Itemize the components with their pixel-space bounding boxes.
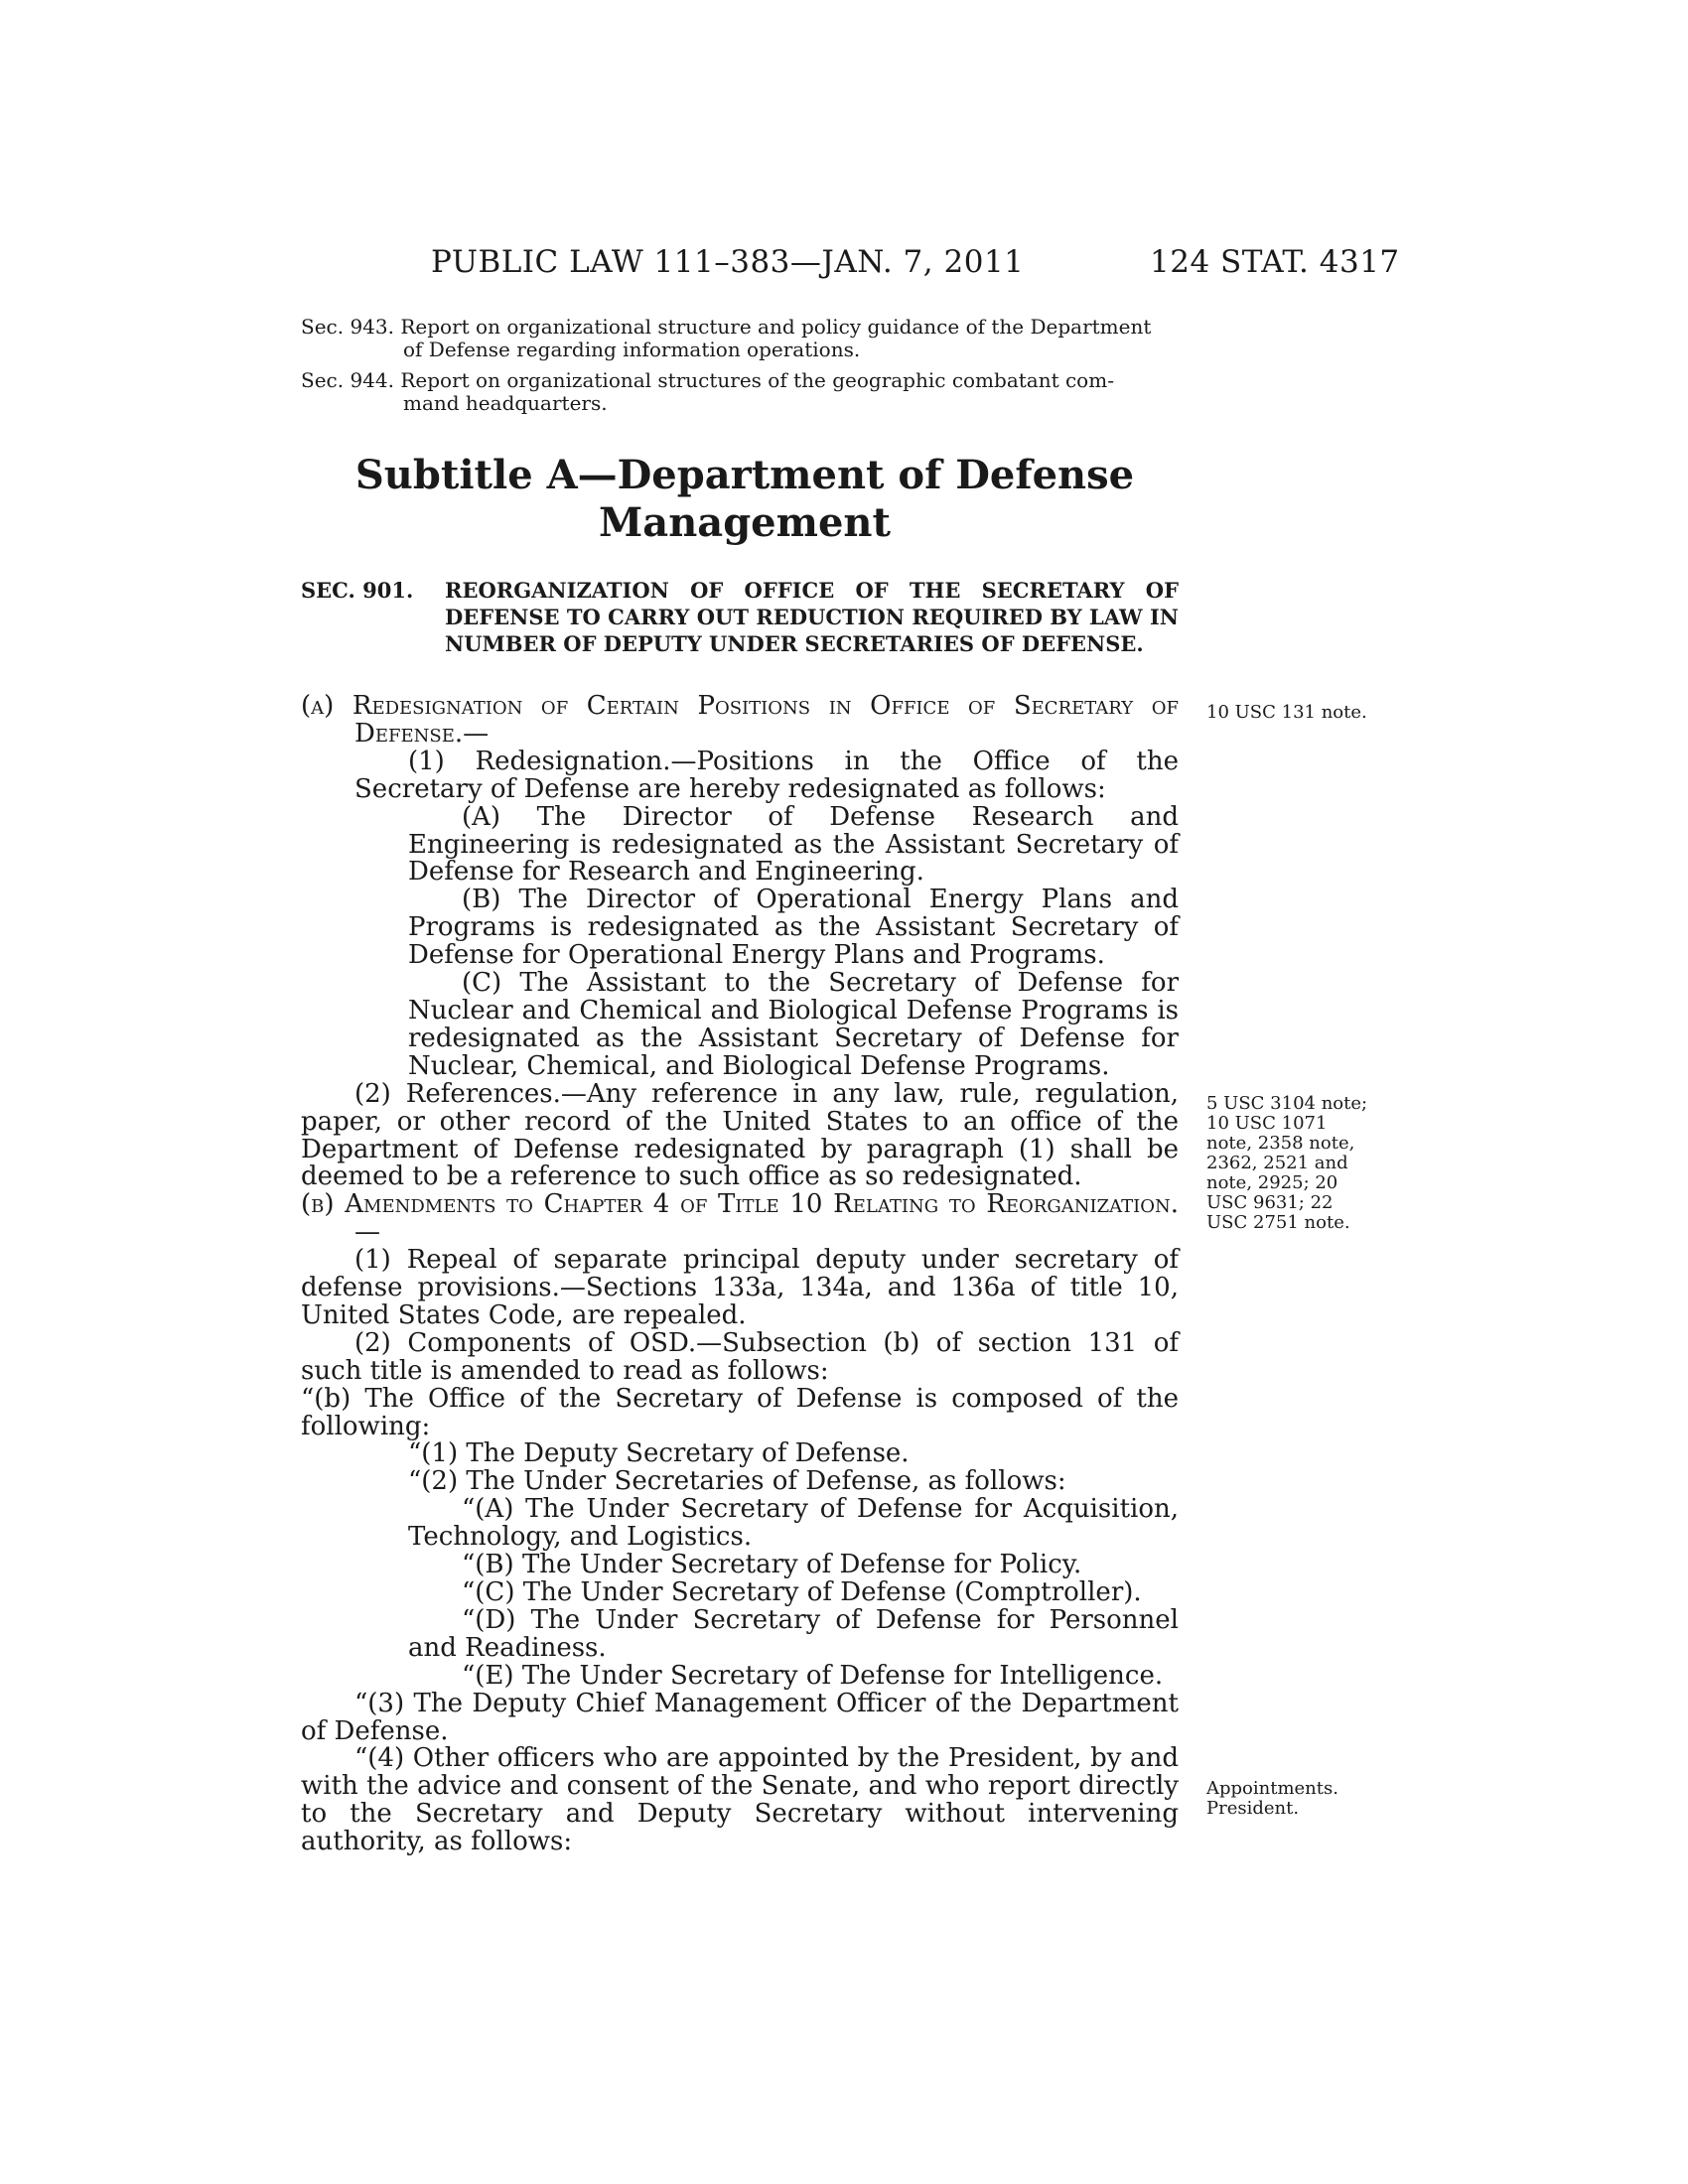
- subtitle-heading: [298, 452, 1192, 547]
- toc-section-title: Report on organizational structures of the geographic combatant com-: [400, 368, 1114, 392]
- subtitle-line-1: Subtitle A—Department of Defense: [354, 452, 1135, 498]
- quoted-paragraph-2: “(2) The Under Secretaries of Defense, as follows:: [408, 1466, 1066, 1497]
- paragraph-a1: (1) Redesignation.—Positions in the Office of the Secretary of Defense are hereby redesignated as follows:: [354, 746, 1179, 804]
- subtitle-line-2: Management: [599, 499, 891, 546]
- subsection-a-heading: (a) Redesignation of Certain Positions in Office of Secretary of Defense.—: [301, 691, 1179, 749]
- toc-entry: [301, 369, 1179, 415]
- paragraph-b1: (1) Repeal of separate principal deputy under secretary of defense provisions.—Sections 133a, 134a, and 136a of title 10, United States Code, are repealed.: [301, 1245, 1179, 1330]
- quoted-subparagraph-B: “(B) The Under Secretary of Defense for Policy.: [462, 1550, 1082, 1580]
- paragraph-b2: (2) Components of OSD.—Subsection (b) of section 131 of such title is amended to read as follows:: [301, 1327, 1179, 1386]
- toc-section-title: Report on organizational structure and policy guidance of the Department: [400, 315, 1152, 339]
- subparagraph-a1B: (B) The Director of Operational Energy Plans and Programs is redesignated as the Assistant Secretary of Defense for Operational Energy Plans and Programs.: [408, 885, 1179, 971]
- public-law-header: PUBLIC LAW 111–383—JAN. 7, 2011: [431, 244, 1025, 280]
- toc-section-number: Sec. 943.: [301, 315, 394, 339]
- quoted-subparagraph-E: “(E) The Under Secretary of Defense for Intelligence.: [462, 1660, 1164, 1691]
- toc-section-title-continued: mand headquarters.: [403, 391, 608, 415]
- paragraph-a2: (2) References.—Any reference in any law, rule, regulation, paper, or other record of the United States to an office of the Department of Defense redesignated by paragraph (1) shall be deemed to be a reference to such office as so redesignated.: [301, 1078, 1179, 1192]
- quoted-subparagraph-A: “(A) The Under Secretary of Defense for Acquisition, Technology, and Logistics.: [408, 1494, 1179, 1553]
- margin-note-citations: 5 USC 3104 note; 10 USC 1071 note, 2358 note, 2362, 2521 and note, 2925; 20 USC 9631; 22 USC 2751 note.: [1206, 1093, 1368, 1233]
- quoted-subparagraph-C: “(C) The Under Secretary of Defense (Comptroller).: [462, 1577, 1142, 1607]
- margin-note-citation: 10 USC 131 note.: [1206, 702, 1367, 723]
- toc-entry: [301, 316, 1179, 361]
- quoted-paragraph-4: “(4) Other officers who are appointed by the President, by and with the advice and consent of the Senate, and who report directly to the Secretary and Deputy Secretary without intervening authority, as follows:: [301, 1743, 1179, 1857]
- quoted-subsection-b: “(b) The Office of the Secretary of Defense is composed of the following:: [301, 1383, 1179, 1441]
- quoted-subparagraph-D: “(D) The Under Secretary of Defense for Personnel and Readiness.: [408, 1604, 1179, 1663]
- quoted-paragraph-1: “(1) The Deputy Secretary of Defense.: [408, 1438, 910, 1469]
- toc-section-title-continued: of Defense regarding information operations.: [403, 338, 861, 361]
- section-number: SEC. 901.: [301, 578, 414, 603]
- subsection-b-heading: (b) Amendments to Chapter 4 of Title 10 Relating to Reorganization.—: [301, 1189, 1179, 1248]
- subparagraph-a1C: (C) The Assistant to the Secretary of Defense for Nuclear and Chemical and Biological Defense Programs is redesignated as the Assistant Secretary of Defense for Nuclear, Chemical, and Biological Defense Programs.: [408, 968, 1179, 1081]
- section-title: REORGANIZATION OF OFFICE OF THE SECRETARY OF DEFENSE TO CARRY OUT REDUCTION REQUIRED BY LAW IN NUMBER OF DEPUTY UNDER SECRETARIES OF DEFENSE.: [445, 578, 1179, 656]
- statute-page-number: 124 STAT. 4317: [1150, 244, 1400, 280]
- section-heading: [301, 577, 1179, 657]
- margin-note-appointments: Appointments. President.: [1206, 1778, 1338, 1819]
- section-body: [301, 693, 1179, 1856]
- toc-section-number: Sec. 944.: [301, 368, 394, 392]
- subparagraph-a1A: (A) The Director of Defense Research and Engineering is redesignated as the Assistant Secretary of Defense for Research and Engineering.: [408, 801, 1179, 887]
- quoted-paragraph-3: “(3) The Deputy Chief Management Officer of the Department of Defense.: [301, 1688, 1179, 1746]
